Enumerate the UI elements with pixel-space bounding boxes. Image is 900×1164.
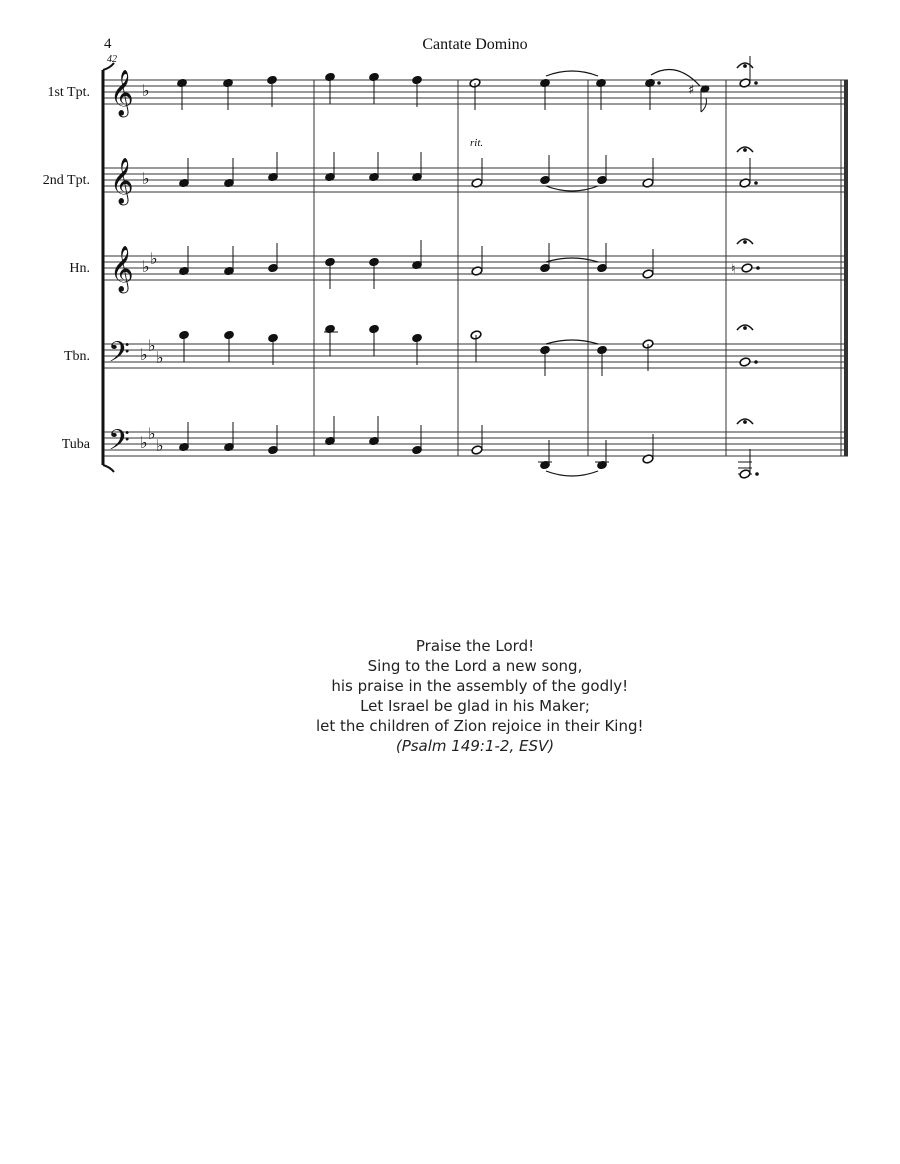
note xyxy=(325,257,336,289)
verse-line: Sing to the Lord a new song, xyxy=(367,657,583,675)
half-note xyxy=(471,158,483,188)
notes-horn xyxy=(179,239,760,289)
note xyxy=(325,152,336,182)
flat-icon: ♭ xyxy=(140,345,148,364)
page-number: 4 xyxy=(104,36,112,52)
dotted-note xyxy=(645,78,661,110)
treble-clef-icon: 𝄞 xyxy=(110,70,134,116)
dotted-half-note xyxy=(739,158,757,188)
note xyxy=(597,243,608,273)
notes-2nd-trumpet xyxy=(179,147,758,191)
half-note xyxy=(471,425,483,455)
verse-line: let the children of Zion rejoice in their King! xyxy=(306,717,644,735)
sharp-icon: ♯ xyxy=(688,83,695,98)
half-note xyxy=(471,246,483,276)
notes-tuba xyxy=(179,416,759,479)
note xyxy=(540,345,551,376)
note xyxy=(177,78,188,110)
verse-line: Let Israel be glad in his Maker; xyxy=(360,697,590,715)
note xyxy=(325,324,336,356)
note xyxy=(369,152,380,182)
half-note xyxy=(469,78,481,110)
note xyxy=(540,243,551,273)
dotted-half-note xyxy=(731,262,759,277)
note xyxy=(369,416,380,446)
fermata-icon xyxy=(737,147,753,152)
flat-icon: ♭ xyxy=(142,81,150,100)
flat-icon: ♭ xyxy=(150,249,158,268)
note xyxy=(268,243,279,273)
half-note xyxy=(470,330,482,362)
fermata-icon xyxy=(737,325,753,330)
note xyxy=(179,422,190,452)
treble-clef-icon: 𝄞 xyxy=(110,158,134,204)
half-note xyxy=(642,158,654,188)
note xyxy=(179,330,190,362)
dotted-half-note xyxy=(739,357,757,367)
fermata-icon xyxy=(737,239,753,244)
tie xyxy=(546,186,598,191)
note xyxy=(224,158,235,188)
note xyxy=(268,333,279,365)
measure-number: 42 xyxy=(107,54,117,65)
verse-line: his praise in the assembly of the godly! xyxy=(321,677,629,695)
note xyxy=(412,152,423,182)
tie xyxy=(546,340,598,344)
instrument-label-1st-trumpet: 1st Tpt. xyxy=(47,85,90,100)
treble-clef-icon: 𝄞 xyxy=(110,246,134,292)
tie xyxy=(546,71,598,76)
flat-icon: ♭ xyxy=(142,169,150,188)
note xyxy=(325,416,336,446)
instrument-label-horn: Hn. xyxy=(69,261,90,276)
instrument-label-tuba: Tuba xyxy=(61,437,90,452)
note xyxy=(412,425,423,455)
bass-clef-icon: 𝄢 xyxy=(108,336,130,376)
note xyxy=(369,257,380,289)
flat-icon: ♭ xyxy=(142,257,150,276)
note xyxy=(596,78,607,110)
note xyxy=(325,72,336,104)
note xyxy=(412,75,423,107)
tie xyxy=(546,471,598,476)
flat-icon: ♭ xyxy=(148,336,156,355)
note xyxy=(540,78,551,110)
note xyxy=(369,324,380,356)
tie xyxy=(546,258,598,262)
flat-icon: ♭ xyxy=(156,436,164,455)
instrument-label-2nd-trumpet: 2nd Tpt. xyxy=(42,173,90,188)
note xyxy=(268,425,279,455)
note xyxy=(268,152,279,182)
note xyxy=(412,240,423,270)
note xyxy=(412,333,423,365)
note xyxy=(224,246,235,276)
note xyxy=(369,72,380,104)
fermata-icon xyxy=(737,63,753,68)
instrument-label-trombone: Tbn. xyxy=(63,349,90,364)
note xyxy=(597,155,608,185)
scripture-verse xyxy=(0,636,900,756)
half-note xyxy=(739,56,757,88)
note xyxy=(597,345,608,376)
fermata-icon xyxy=(737,419,753,424)
note xyxy=(223,78,234,110)
note xyxy=(224,330,235,362)
half-note xyxy=(642,249,654,279)
half-note xyxy=(642,339,654,371)
flat-icon: ♭ xyxy=(140,433,148,452)
natural-icon: ♮ xyxy=(731,262,736,277)
tempo-marking-rit: rit. xyxy=(470,137,484,149)
dotted-half-note xyxy=(739,449,758,479)
note xyxy=(179,158,190,188)
music-score xyxy=(0,0,900,500)
note xyxy=(540,155,551,185)
verse-line: Praise the Lord! xyxy=(415,637,535,655)
bass-clef-icon: 𝄢 xyxy=(108,424,130,464)
flat-icon: ♭ xyxy=(148,424,156,443)
flat-icon: ♭ xyxy=(156,348,164,367)
note xyxy=(224,422,235,452)
note xyxy=(179,246,190,276)
half-note xyxy=(642,434,654,464)
note xyxy=(267,75,278,107)
verse-citation: (Psalm 149:1-2, ESV) xyxy=(395,737,555,755)
clefs xyxy=(108,70,134,464)
piece-title: Cantate Domino xyxy=(422,36,528,53)
